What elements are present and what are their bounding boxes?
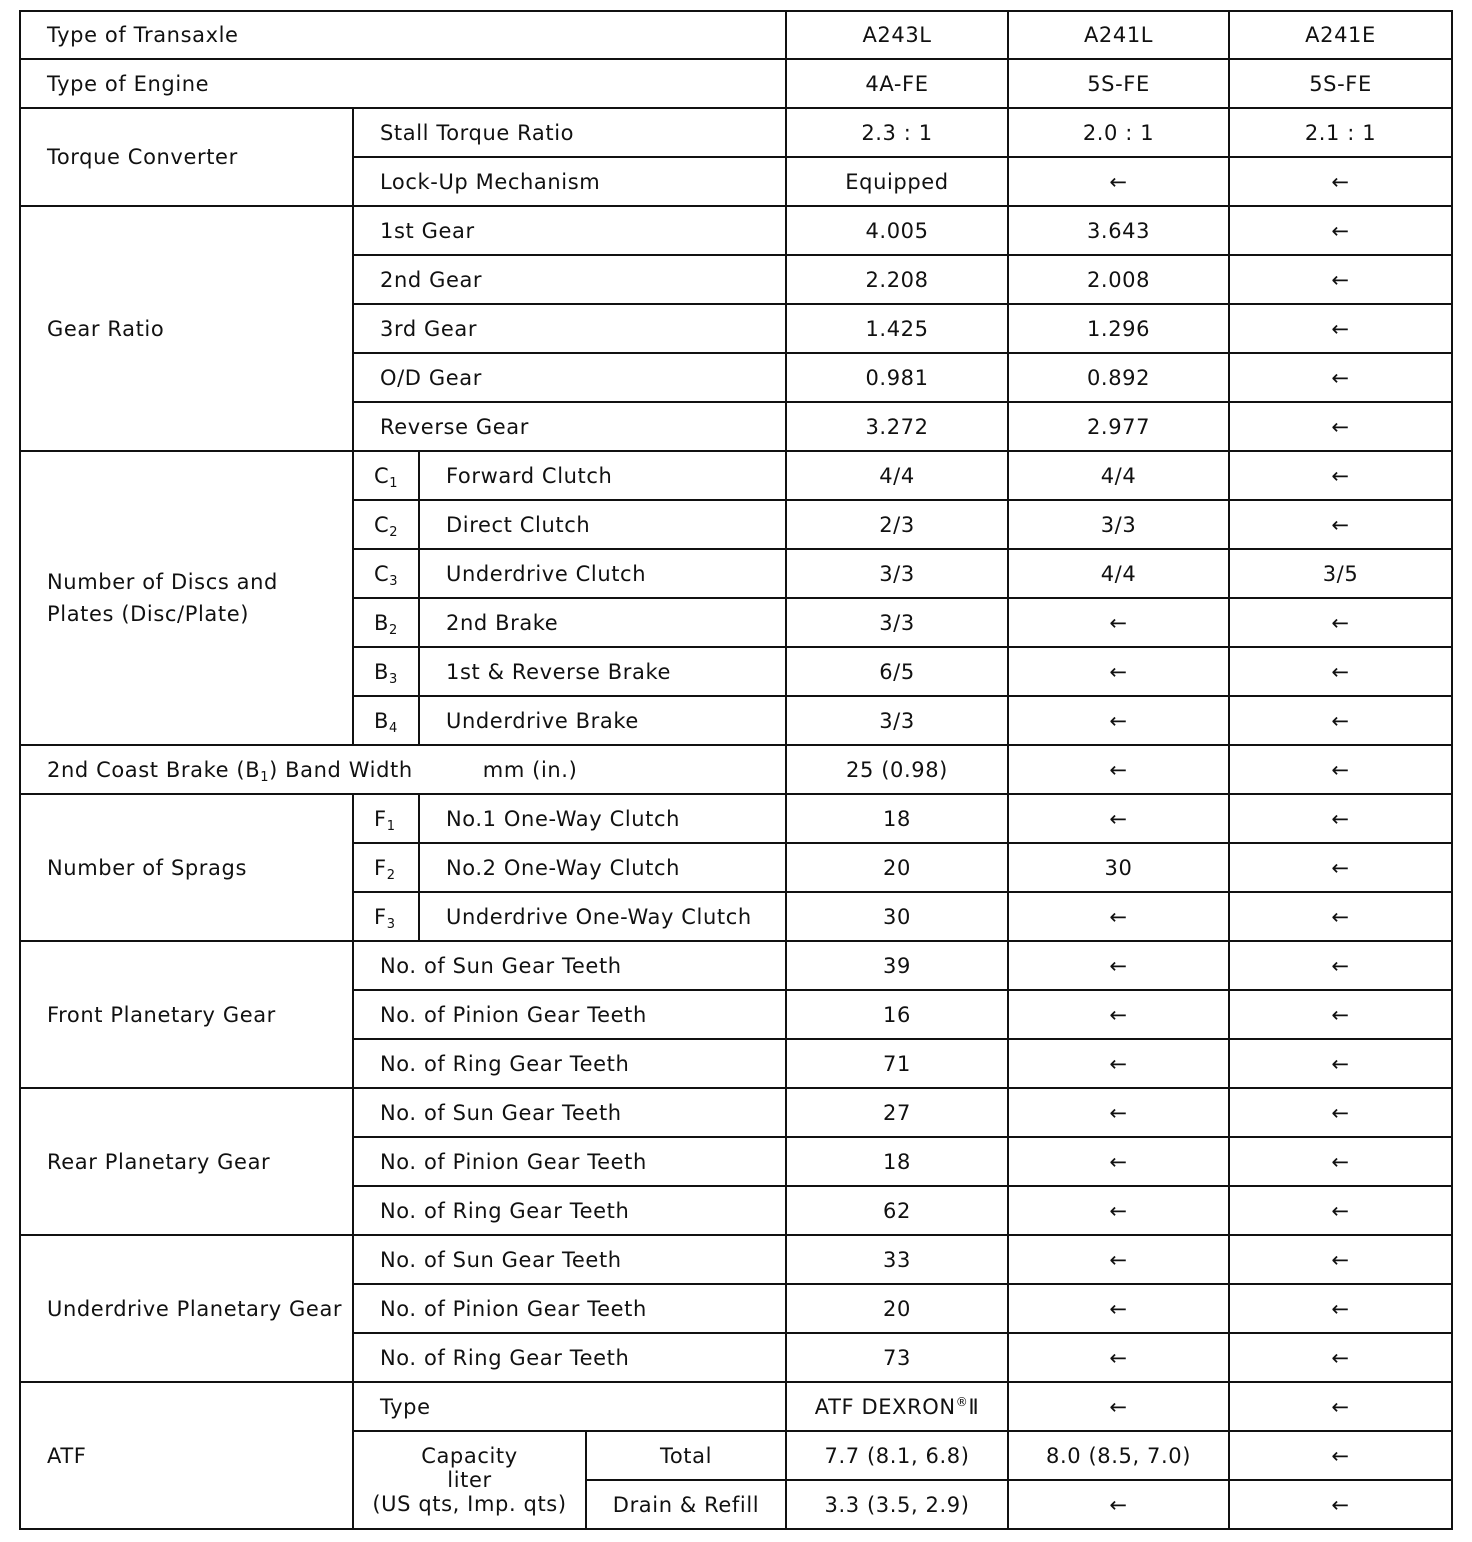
cell-value: ← [1229,157,1452,206]
cell-value: 39 [786,941,1008,990]
row-label: 2nd Brake [419,598,786,647]
component-symbol [353,598,419,647]
table-row [20,1235,1452,1284]
cell-value: ← [1008,1186,1229,1235]
cell-value: ← [1229,1480,1452,1529]
cell-value: 3/5 [1229,549,1452,598]
cell-value: 3/3 [786,598,1008,647]
symbol-subscript: 1 [389,475,399,491]
row-label: 3rd Gear [353,304,786,353]
cell-value: 30 [786,892,1008,941]
symbol-letter: B [374,659,390,684]
group-label: ATF [20,1382,353,1529]
row-label: 1st & Reverse Brake [419,647,786,696]
row-label: No. of Pinion Gear Teeth [353,1137,786,1186]
row-label: Underdrive One-Way Clutch [419,892,786,941]
cell-value: ← [1229,206,1452,255]
cell-value: 62 [786,1186,1008,1235]
symbol-subscript: 4 [389,720,398,736]
row-label: No. of Sun Gear Teeth [353,1088,786,1137]
cell-value: ← [1229,304,1452,353]
component-symbol [353,500,419,549]
row-label: Type of Engine [20,59,786,108]
cell-value: 2.977 [1008,402,1229,451]
cell-value: 8.0 (8.5, 7.0) [1008,1431,1229,1480]
cell-value: ← [1008,892,1229,941]
row-label: Underdrive Clutch [419,549,786,598]
symbol-subscript: 2 [386,867,396,883]
cell-value: ← [1008,647,1229,696]
cell-value: ← [1008,1382,1229,1431]
cell-value: 25 (0.98) [786,745,1008,794]
cell-value: ← [1229,353,1452,402]
cell-value: ← [1008,696,1229,745]
cell-value: 7.7 (8.1, 6.8) [786,1431,1008,1480]
cell-value: ← [1229,598,1452,647]
symbol-subscript: 2 [389,622,398,638]
group-label: Torque Converter [20,108,353,206]
symbol-letter: F [374,904,387,929]
row-label: No.2 One-Way Clutch [419,843,786,892]
cell-value: ← [1008,794,1229,843]
group-label: Gear Ratio [20,206,353,451]
header-row-label: Type of Transaxle [20,11,786,59]
component-symbol [353,843,419,892]
cell-value: Equipped [786,157,1008,206]
component-symbol [353,451,419,500]
component-symbol [353,696,419,745]
cell-value: 3.272 [786,402,1008,451]
cell-value: ← [1008,1137,1229,1186]
cell-value: 4/4 [786,451,1008,500]
cell-value: 16 [786,990,1008,1039]
table-row [20,451,1452,500]
symbol-letter: B [374,708,390,733]
row-label: No. of Pinion Gear Teeth [353,990,786,1039]
symbol-letter: C [374,561,390,586]
cell-value: ← [1229,696,1452,745]
cell-value: ← [1008,1088,1229,1137]
symbol-subscript: 2 [389,524,399,540]
coast-brake-subscript: 1 [260,769,270,785]
row-label: O/D Gear [353,353,786,402]
component-symbol [353,892,419,941]
row-label: Stall Torque Ratio [353,108,786,157]
cell-value: ← [1008,1235,1229,1284]
table-row [20,108,1452,157]
cell-value: 2/3 [786,500,1008,549]
symbol-subscript: 3 [389,573,399,589]
coast-brake-label-end: ) Band Width [269,757,413,782]
cell-value: 6/5 [786,647,1008,696]
row-label: No. of Ring Gear Teeth [353,1039,786,1088]
cell-value: ← [1008,598,1229,647]
cell-value: ← [1008,745,1229,794]
row-label [20,745,786,794]
row-label: Forward Clutch [419,451,786,500]
row-label: No. of Ring Gear Teeth [353,1333,786,1382]
cell-value: ← [1229,647,1452,696]
cell-value: ← [1229,1382,1452,1431]
cell-value: ← [1008,1480,1229,1529]
atf-type-name: ATF DEXRON [814,1394,956,1419]
row-label: Reverse Gear [353,402,786,451]
cell-value: ← [1229,990,1452,1039]
row-label: Total [586,1431,786,1480]
capacity-line: Capacity [421,1444,518,1468]
cell-value: 3/3 [1008,500,1229,549]
cell-value: 3.643 [1008,206,1229,255]
cell-value: 2.008 [1008,255,1229,304]
capacity-label [353,1431,586,1529]
cell-value: ← [1008,1039,1229,1088]
cell-value [786,1382,1008,1431]
cell-value: 3/3 [786,696,1008,745]
cell-value: ← [1008,157,1229,206]
unit-label: mm (in.) [482,757,578,782]
row-label: No.1 One-Way Clutch [419,794,786,843]
cell-value: 0.981 [786,353,1008,402]
atf-type-roman: Ⅱ [968,1394,980,1419]
cell-value: 5S-FE [1229,59,1452,108]
cell-value: 4/4 [1008,549,1229,598]
cell-value: ← [1229,745,1452,794]
cell-value: 2.208 [786,255,1008,304]
cell-value: 18 [786,794,1008,843]
cell-value: 0.892 [1008,353,1229,402]
cell-value: 18 [786,1137,1008,1186]
cell-value: ← [1229,1088,1452,1137]
row-label: 1st Gear [353,206,786,255]
cell-value: ← [1229,451,1452,500]
symbol-letter: C [374,463,390,488]
cell-value: ← [1229,794,1452,843]
symbol-letter: F [374,855,387,880]
symbol-subscript: 3 [386,916,396,932]
symbol-letter: F [374,806,387,831]
table-row [20,206,1452,255]
specifications-table [19,10,1453,1530]
cell-value: ← [1229,255,1452,304]
cell-value: 71 [786,1039,1008,1088]
cell-value: ← [1229,1333,1452,1382]
cell-value: ← [1229,402,1452,451]
coast-brake-label: 2nd Coast Brake (B [47,757,261,782]
cell-value: ← [1229,843,1452,892]
cell-value: ← [1229,500,1452,549]
cell-value: 27 [786,1088,1008,1137]
cell-value: ← [1008,990,1229,1039]
cell-value: 20 [786,1284,1008,1333]
group-label: Front Planetary Gear [20,941,353,1088]
capacity-unit-line: (US qts, Imp. qts) [372,1492,567,1516]
cell-value: 4/4 [1008,451,1229,500]
cell-value: ← [1229,1186,1452,1235]
row-label: No. of Ring Gear Teeth [353,1186,786,1235]
table-row [20,745,1452,794]
table-row [20,941,1452,990]
cell-value: 4A-FE [786,59,1008,108]
component-symbol [353,647,419,696]
cell-value: 20 [786,843,1008,892]
row-label: Underdrive Brake [419,696,786,745]
column-header-a241e: A241E [1229,11,1452,59]
cell-value: 1.296 [1008,304,1229,353]
symbol-letter: B [374,610,390,635]
cell-value: 3.3 (3.5, 2.9) [786,1480,1008,1529]
cell-value: ← [1229,941,1452,990]
symbol-letter: C [374,512,390,537]
row-label: Type [353,1382,786,1431]
symbol-subscript: 3 [389,671,398,687]
cell-value: ← [1008,1333,1229,1382]
cell-value: ← [1008,941,1229,990]
cell-value: 30 [1008,843,1229,892]
table-row [20,59,1452,108]
cell-value: 3/3 [786,549,1008,598]
cell-value: 73 [786,1333,1008,1382]
table-row [20,1088,1452,1137]
group-label: Number of Discs and Plates (Disc/Plate) [20,451,353,745]
row-label: Direct Clutch [419,500,786,549]
row-label: 2nd Gear [353,255,786,304]
header-row [20,11,1452,59]
cell-value: ← [1229,1137,1452,1186]
group-label: Underdrive Planetary Gear [20,1235,353,1382]
cell-value: 5S-FE [1008,59,1229,108]
cell-value: ← [1229,1235,1452,1284]
group-label: Number of Sprags [20,794,353,941]
cell-value: 33 [786,1235,1008,1284]
column-header-a243l: A243L [786,11,1008,59]
row-label: No. of Pinion Gear Teeth [353,1284,786,1333]
registered-mark: ® [955,1394,969,1409]
capacity-unit-line: liter [447,1468,492,1492]
component-symbol [353,549,419,598]
cell-value: 2.1 : 1 [1229,108,1452,157]
table-row [20,794,1452,843]
table-row [20,1382,1452,1431]
group-label: Rear Planetary Gear [20,1088,353,1235]
row-label: No. of Sun Gear Teeth [353,941,786,990]
cell-value: ← [1229,892,1452,941]
symbol-subscript: 1 [386,818,396,834]
cell-value: 2.3 : 1 [786,108,1008,157]
row-label: No. of Sun Gear Teeth [353,1235,786,1284]
row-label: Drain & Refill [586,1480,786,1529]
cell-value: 4.005 [786,206,1008,255]
cell-value: ← [1229,1431,1452,1480]
component-symbol [353,794,419,843]
cell-value: 1.425 [786,304,1008,353]
column-header-a241l: A241L [1008,11,1229,59]
cell-value: ← [1229,1284,1452,1333]
cell-value: ← [1229,1039,1452,1088]
cell-value: 2.0 : 1 [1008,108,1229,157]
row-label: Lock-Up Mechanism [353,157,786,206]
cell-value: ← [1008,1284,1229,1333]
